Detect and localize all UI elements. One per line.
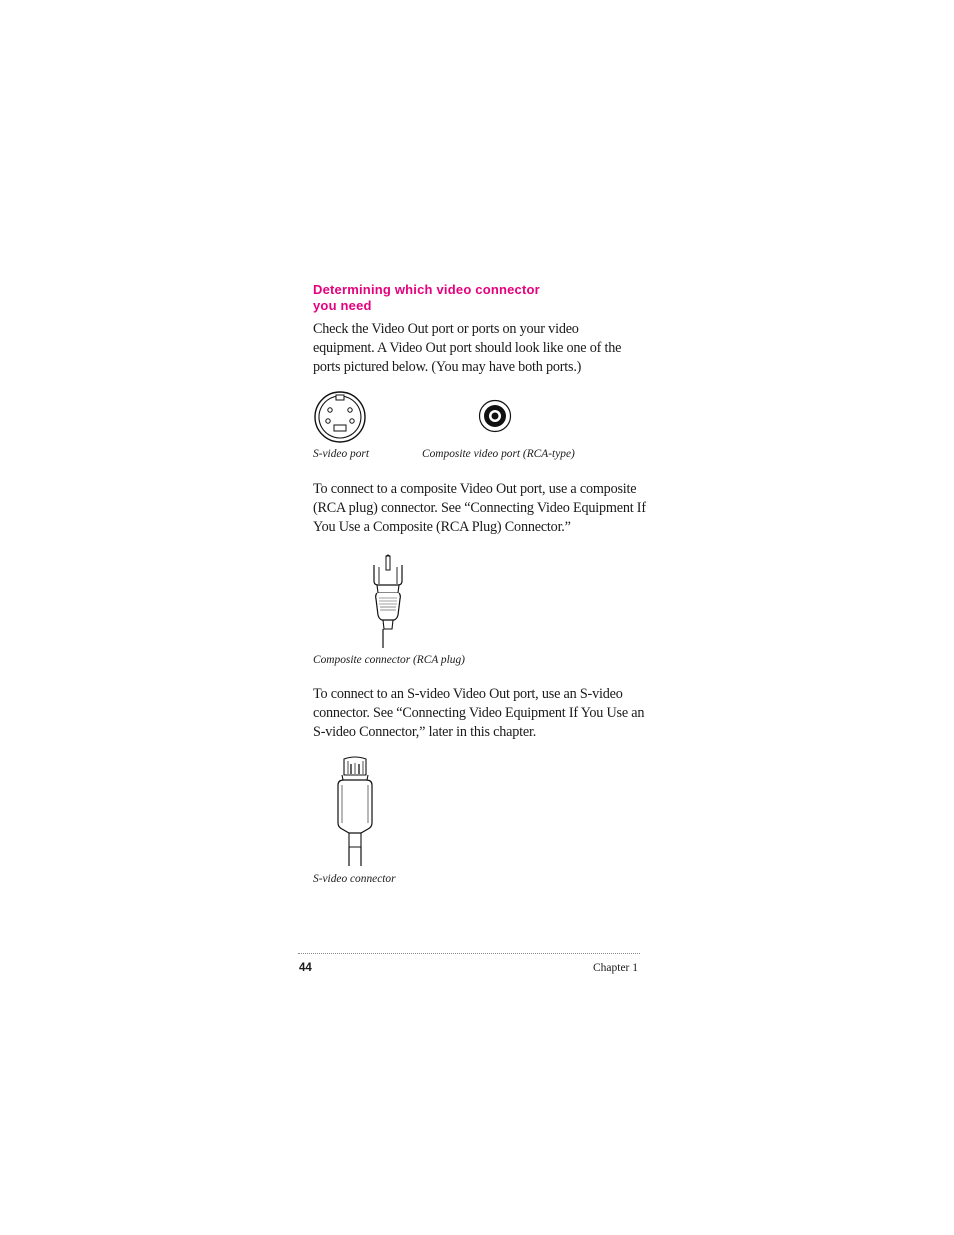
composite-port-icon <box>478 399 512 433</box>
section-heading-line-1: Determining which video connector <box>313 282 540 297</box>
svideo-connector-caption: S-video connector <box>313 873 396 885</box>
svideo-port-icon <box>313 390 369 444</box>
composite-port-caption: Composite video port (RCA-type) <box>422 448 575 460</box>
chapter-label: Chapter 1 <box>592 962 638 974</box>
composite-line-1: To connect to a composite Video Out port, use a composite <box>313 481 637 497</box>
svideo-line-3: S-video Connector,” later in this chapter. <box>313 724 537 740</box>
footer-rule <box>298 953 640 954</box>
composite-line-3: You Use a Composite (RCA Plug) Connector.” <box>313 519 571 535</box>
intro-line-3: ports pictured below. (You may have both ports.) <box>313 359 582 375</box>
svideo-line-1: To connect to an S-video Video Out port, use an S-video <box>313 686 623 702</box>
intro-paragraph <box>313 320 643 377</box>
composite-paragraph <box>313 480 646 537</box>
svideo-connector-icon <box>334 755 378 867</box>
svideo-paragraph <box>313 685 643 742</box>
section-heading-line-2: you need <box>313 298 372 313</box>
intro-line-2: equipment. A Video Out port should look like one of the <box>313 340 622 356</box>
rca-plug-icon <box>368 553 412 649</box>
section-heading <box>313 282 613 314</box>
page-number: 44 <box>299 962 312 974</box>
intro-line-1: Check the Video Out port or ports on your video <box>313 321 579 337</box>
svideo-port-caption: S-video port <box>313 448 369 460</box>
svideo-line-2: connector. See “Connecting Video Equipment If You Use an <box>313 705 645 721</box>
composite-line-2: (RCA plug) connector. See “Connecting Video Equipment If <box>313 500 646 516</box>
composite-connector-caption: Composite connector (RCA plug) <box>313 654 465 666</box>
